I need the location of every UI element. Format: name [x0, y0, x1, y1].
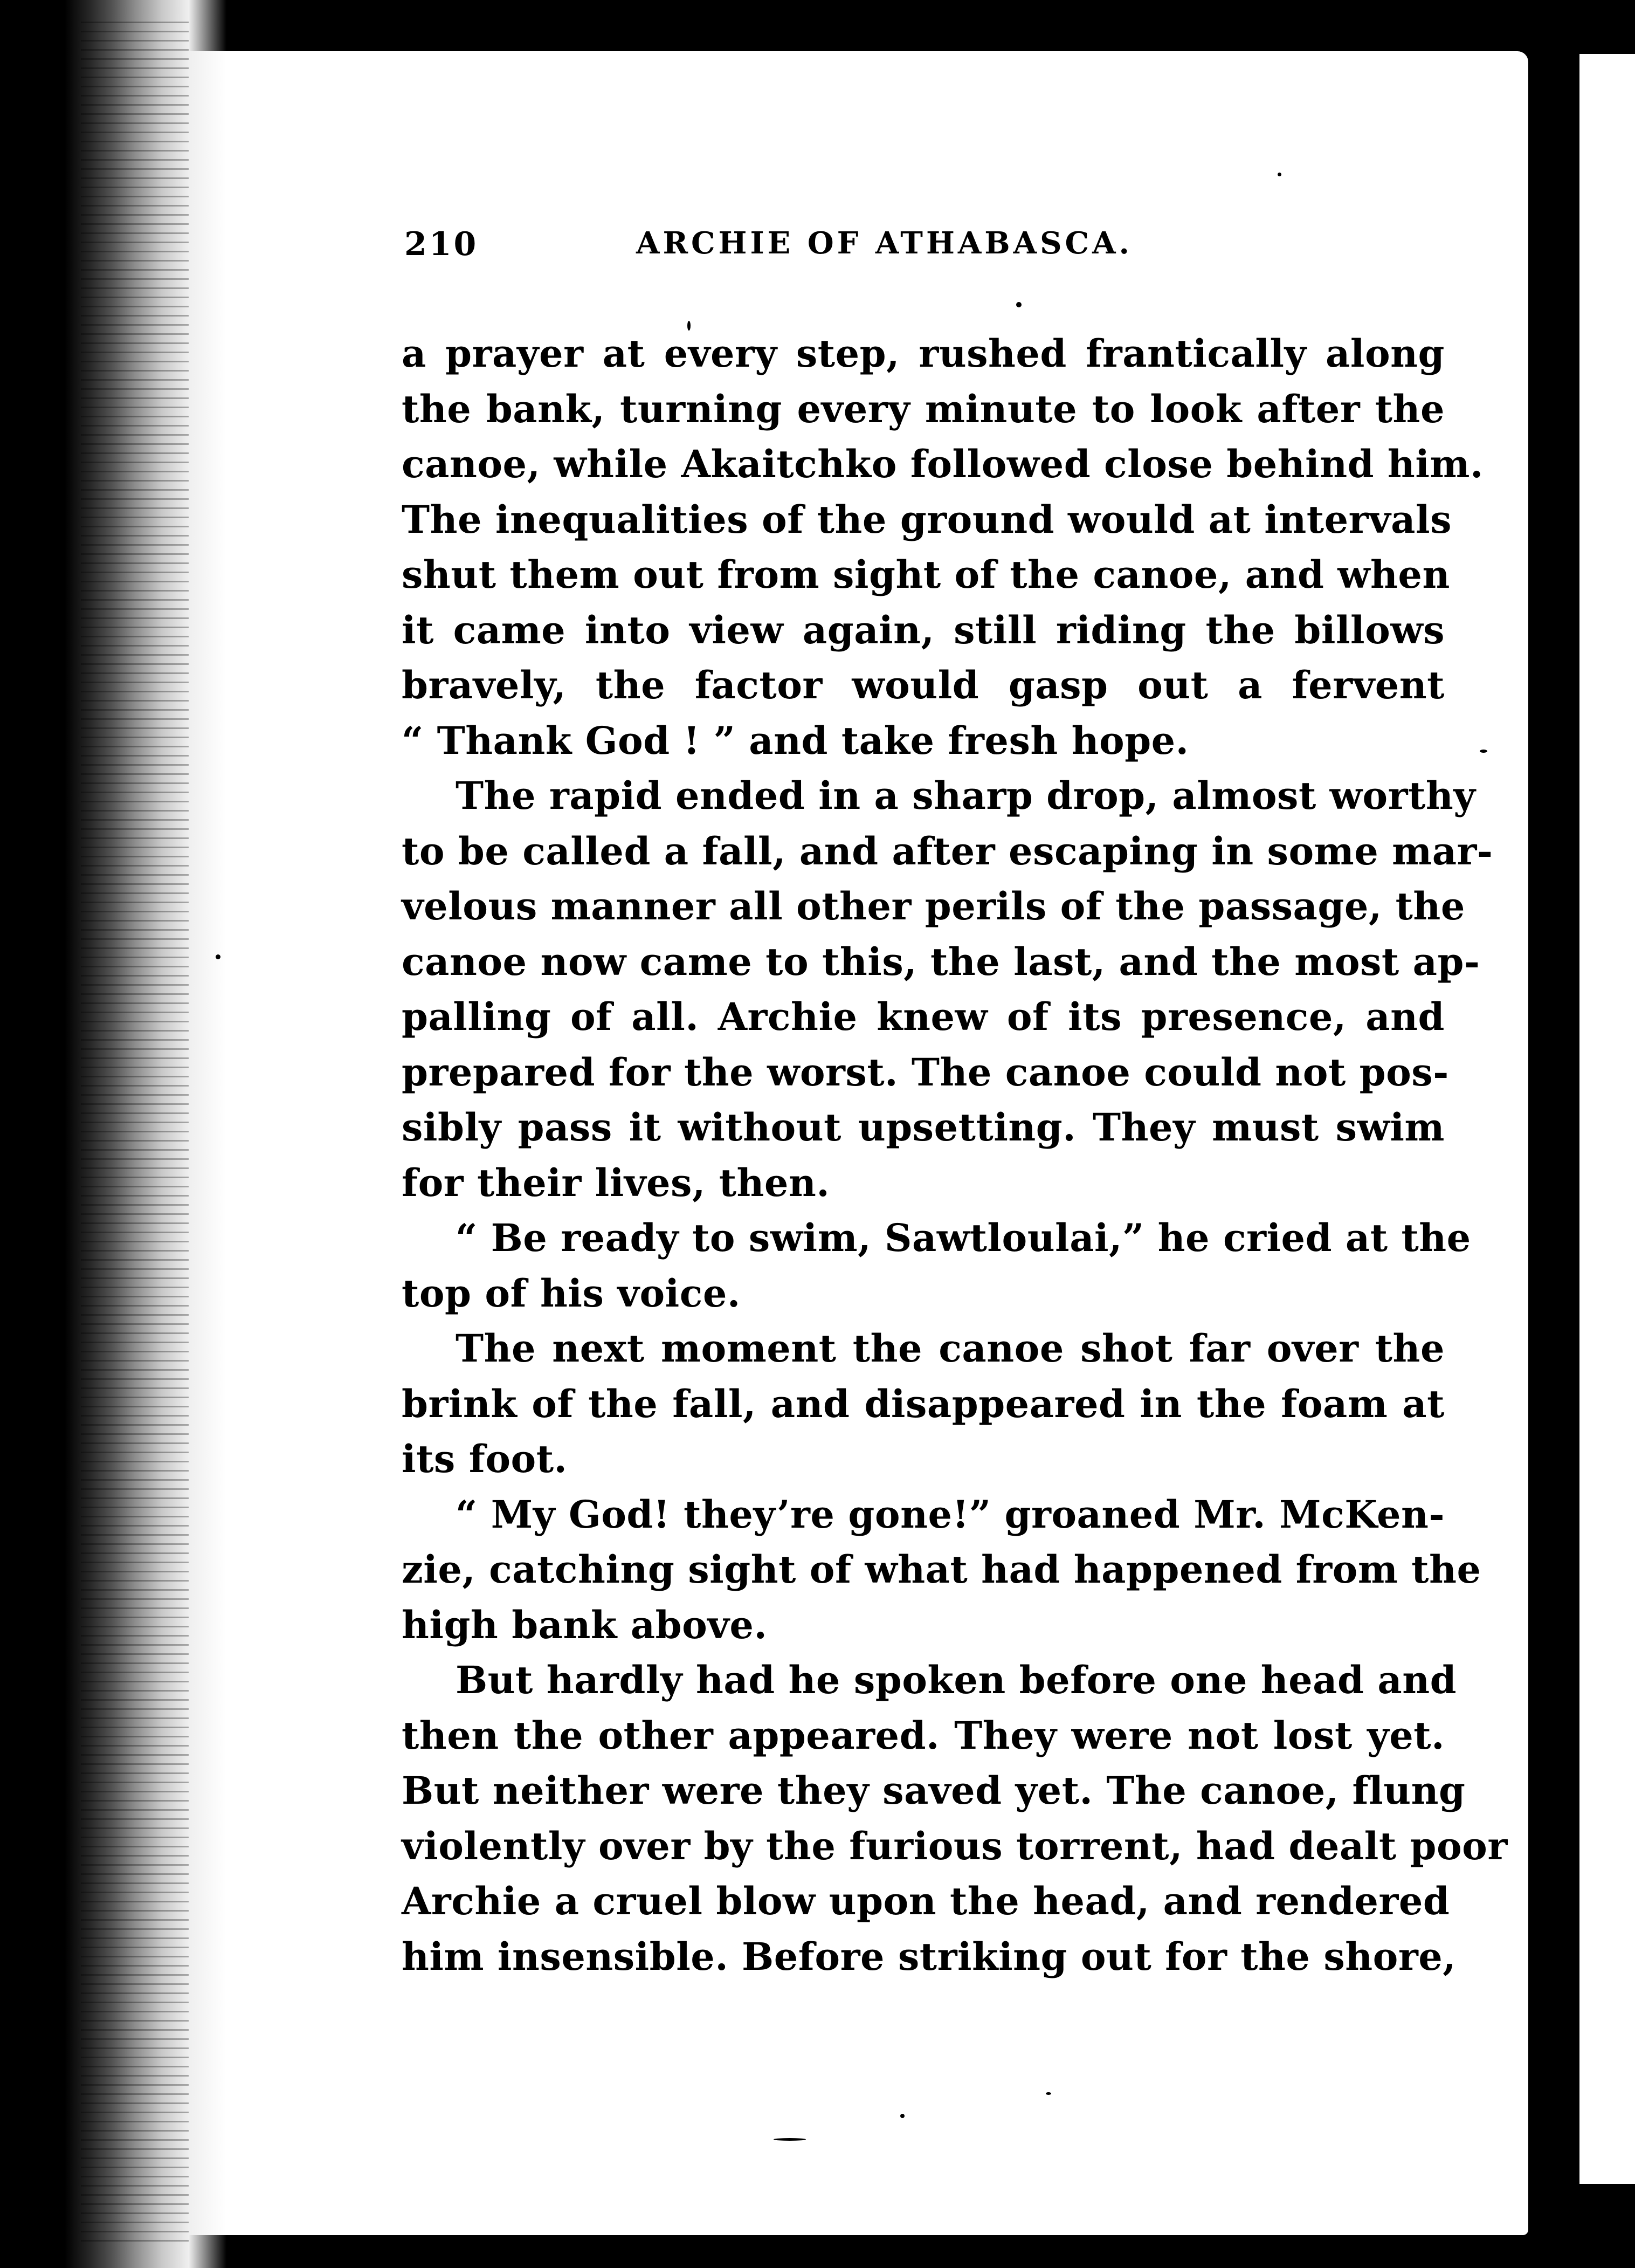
text-line: for their lives, then.: [402, 1160, 830, 1205]
scan-speck: [687, 321, 691, 331]
text-line: canoe now came to this, the last, and the most ap-: [402, 939, 1480, 984]
text-line: But neither were they saved yet. The canoe, flung: [402, 1768, 1466, 1813]
text-line: him insensible. Before striking out for the shore,: [402, 1934, 1457, 1979]
text-line: zie, catching sight of what had happened from the: [402, 1547, 1481, 1592]
text-line: violently over by the furious torrent, had dealt poor: [402, 1823, 1508, 1868]
text-line: palling of all. Archie knew of its presence, and: [402, 994, 1445, 1039]
scan-speck: [1046, 2092, 1051, 2095]
text-line: The rapid ended in a sharp drop, almost worthy: [456, 773, 1476, 818]
scan-speck: [1278, 173, 1281, 176]
text-line: Archie a cruel blow upon the head, and rendered: [402, 1879, 1450, 1923]
running-header: [396, 225, 1437, 274]
text-line: sibly pass it without upsetting. They must swim: [402, 1105, 1445, 1150]
text-line: The next moment the canoe shot far over the: [456, 1326, 1445, 1371]
text-line: But hardly had he spoken before one head and: [456, 1658, 1457, 1702]
scan-speck: [900, 2114, 905, 2118]
text-line: high bank above.: [402, 1602, 768, 1647]
scan-speck: [774, 2138, 806, 2141]
scan-speck: [1480, 750, 1487, 753]
scan-speck: [1016, 302, 1022, 307]
text-line: canoe, while Akaitchko followed close behind him.: [402, 442, 1484, 486]
text-line: velous manner all other perils of the passage, the: [402, 884, 1465, 929]
scan-speck: [216, 954, 220, 959]
text-line: prepared for the worst. The canoe could not pos-: [402, 1049, 1449, 1095]
text-line: bravely, the factor would gasp out a fervent: [402, 663, 1445, 707]
text-line: “ My God! they’re gone!” groaned Mr. McKen-: [456, 1492, 1445, 1537]
text-line: “ Thank God ! ” and take fresh hope.: [402, 718, 1189, 763]
text-line: then the other appeared. They were not lost yet.: [402, 1713, 1445, 1758]
text-line: shut them out from sight of the canoe, and when: [402, 552, 1450, 597]
text-line: The inequalities of the ground would at intervals: [402, 497, 1452, 542]
page-number: 210: [404, 225, 479, 263]
text-line: “ Be ready to swim, Sawtloulai,” he cried at the: [456, 1215, 1471, 1260]
text-line: to be called a fall, and after escaping in some mar-: [402, 828, 1493, 874]
page-edge-shadow: [1528, 0, 1561, 2268]
body-text: [402, 326, 1508, 1984]
text-line: its foot.: [402, 1437, 568, 1481]
text-line: the bank, turning every minute to look after the: [402, 386, 1445, 431]
text-line: a prayer at every step, rushed frantically along: [402, 331, 1445, 376]
text-line: top of his voice.: [402, 1270, 741, 1316]
facing-page-edge: [1579, 54, 1635, 2184]
text-line: brink of the fall, and disappeared in the foam at: [402, 1381, 1445, 1426]
text-line: it came into view again, still riding the billows: [402, 607, 1445, 652]
gutter-noise: [81, 22, 189, 2243]
running-title: ARCHIE OF ATHABASCA.: [636, 225, 1133, 261]
